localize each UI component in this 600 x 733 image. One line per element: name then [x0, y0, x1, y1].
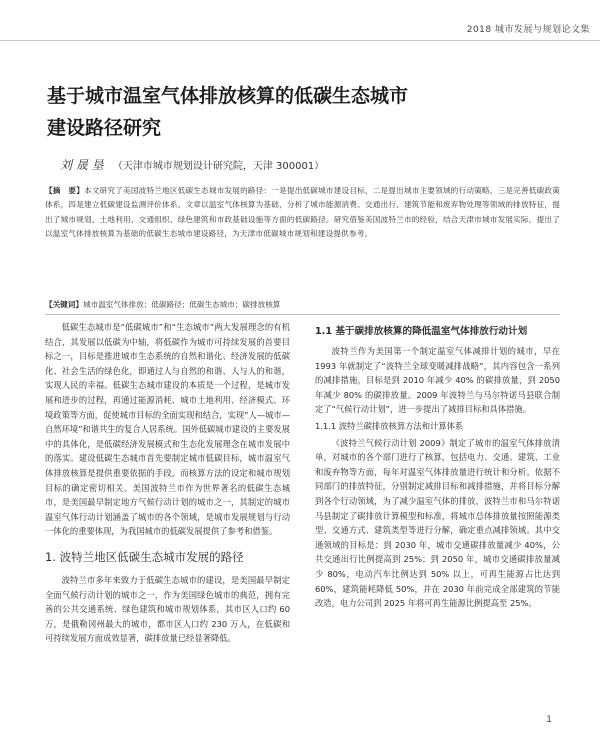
body-paragraph: 低碳生态城市是“低碳城市”和“生态城市”两大发展理念的有机结合，其发展以低碳为中轴，将低碳作为城市可持续发展的首要目标之一，目标是推进城市生态系统的自然和谐化、经济发展的低碳化、社会生活的绿色化，即通过人与自然的和谐、人与人的和谐，实现人民的幸福。低碳生态城市建设的本质是一个过程，是城市发展和进步的过程，再通过能源消耗、城市土地利用、经济模式、环境政策等方面，促使城市目标的全面实现和结合，实现“人—城市—自然环境”和谐共生的复合人居系统。国外低碳城市建设的主要发展中的具体化，是低碳经济发展模式和生态化发展理念在城市发展中的落实。建设低碳生态城市首先要制定城市低碳目标，城市温室气体排放核算是提供重要依据的手段，而核算方法的设定和城市规划目标的确定密切相关。美国波特兰市作为世界著名的低碳生态城市，是美国最早制定地方气候行动计划的城市之一，其制定的城市温室气体行动计划涵盖了城市的各个领域，是城市发展规划与行动一体化的重要体现，为我国城市的低碳发展提供了参考和借鉴。 — [45, 322, 290, 537]
author-affiliation: （天津市城市规划设计研究院，天津 300001） — [112, 161, 325, 172]
paper-title — [47, 80, 557, 144]
running-header — [0, 0, 600, 41]
author-line — [60, 156, 324, 173]
section-heading: 1. 波特兰地区低碳生态城市发展的路径 — [45, 549, 244, 564]
author-name: 刘 晟 垦 — [60, 158, 104, 172]
abstract-label: 【摘 要】 — [45, 186, 85, 195]
keywords-text: 城市温室气体排放；低碳路径；低碳生态城市；碳排放核算 — [82, 300, 281, 309]
title-line-1: 基于城市温室气体排放核算的低碳生态城市 — [47, 85, 409, 107]
section-divider — [45, 314, 560, 315]
running-head-text: 2018 城市发展与规划论文集 — [466, 25, 590, 35]
body-paragraph: 《波特兰气候行动计划 2009》制定了城市的温室气体排放清单，对城市的各个部门进行了核算，包括电力、交通、建筑、工业和废弃物等方面，每年对温室气体排放量进行统计和分析。依据不同部门的排放特征，分别制定减排目标和减排措施，并将目标分解到各个行动领域，为了减少温室气体的排放，波特兰市和马尔特诺马县制定了碳排放计算模型和标准，将城市总体排放量按照能源类型、交通方式、建筑类型等进行分解，确定重点减排领域。其中交通领域的目标是：到 2030 年，城市交通碳排放量减少 40%，公共交通出行比例提高到 25%；到 2050 年，城市交通碳排放量减少 80%，电动汽车比例达到 50% 以上，可再生能源占比达到 60%，建筑能耗降低 50%，并在 2030 年前完成全部建筑的节能改造，电力公司到 2025 年将可再生能源比例提高至 25%。 — [315, 437, 560, 609]
title-line-2: 建设路径研究 — [47, 117, 162, 139]
abstract-text: 本文研究了美国波特兰地区低碳生态城市发展的路径：一是提出低碳城市建设目标，二是提出城市主要领域的行动策略，三是完善低碳政策体系，四是建立低碳建设监测评价体系。文章以温室气体核算为基础，分析了城市能源消费、交通出行、建筑节能和废弃物处理等领域的排放特征，提出了城市规划、土地利用、交通组织、绿色建筑和市政基础设施等方面的低碳路径。研究借鉴美国波特兰市的经验，结合天津市城市发展实际，提出了以温室气体排放核算为基础的低碳生态城市建设路径，为天津市低碳城市规划和建设提供参考。 — [45, 186, 560, 239]
body-paragraph: 波特兰市多年来致力于低碳生态城市的建设，是美国最早制定全面气候行动计划的城市之一，作为美国绿色城市的典范，拥有完善的公共交通系统、绿色建筑和城市规划体系，其市区人口约 60 万，是俄勒冈州最大的城市，都市区人口约 230 万人，在低碳和可持续发展方面成效显著，碳排放量已经显著降低。 — [45, 574, 290, 644]
page-number: 1 — [546, 715, 552, 725]
abstract — [45, 184, 560, 242]
keywords-label: 【关键词】 — [45, 300, 83, 309]
subsubsection-heading: 1.1.1 波特兰碳排放核算方法和计算体系 — [315, 420, 464, 431]
subsection-heading: 1.1 基于碳排放核算的降低温室气体排放行动计划 — [315, 326, 528, 337]
keywords — [45, 298, 560, 312]
left-column — [45, 320, 290, 646]
body-paragraph: 波特兰作为美国第一个制定温室气体减排计划的城市，早在 1993 年就制定了“波特兰全球变暖减排战略”，其内容包含一系列的减排措施，目标是到 2010 年减少 40% 的碳排放量，到 2050 年减少 80% 的碳排放量。2009 年波特兰与马尔特诺马县联合制定了“气候行动计划”，进一步提出了减排目标和具体措施。 — [315, 346, 560, 415]
right-column — [315, 320, 560, 611]
